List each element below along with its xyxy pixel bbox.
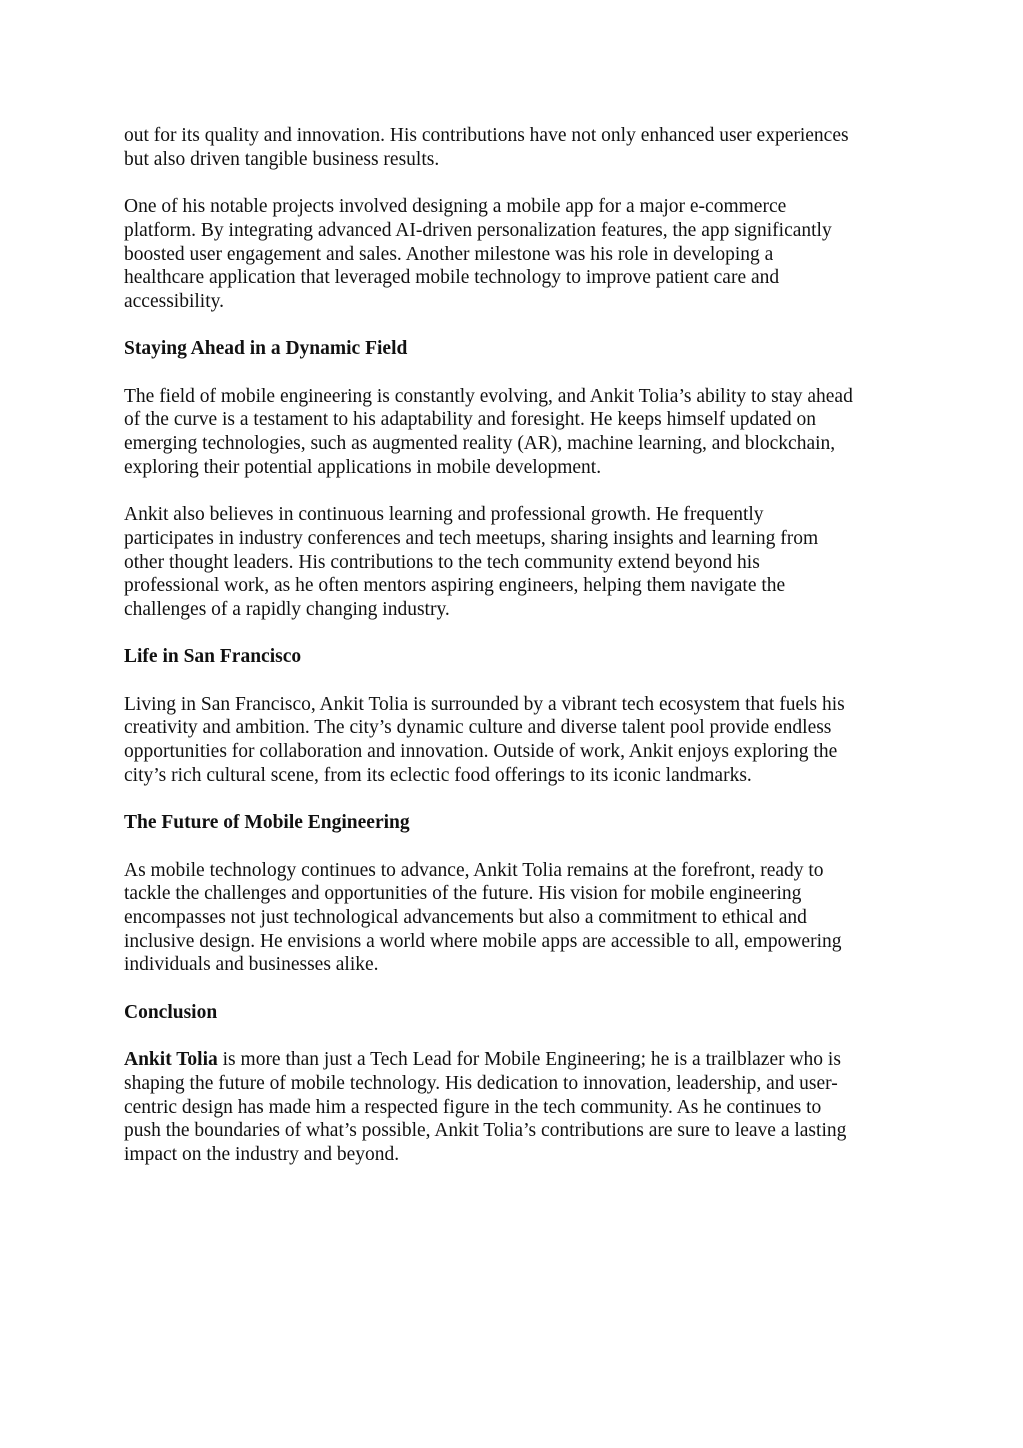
text-line: centric design has made him a respected figure in the tech community. As he continues to <box>124 1096 822 1118</box>
text-line: out for its quality and innovation. His contributions have not only enhanced user experiences <box>124 125 849 146</box>
text-line: opportunities for collaboration and innovation. Outside of work, Ankit enjoys exploring the <box>124 741 838 763</box>
section-heading-staying-ahead: Staying Ahead in a Dynamic Field <box>124 338 408 360</box>
text-line: impact on the industry and beyond. <box>124 1144 400 1166</box>
section-heading-conclusion: Conclusion <box>124 1001 218 1023</box>
text-line: platform. By integrating advanced AI-driven personalization features, the app significantly <box>124 219 832 241</box>
text-line: encompasses not just technological advancements but also a commitment to ethical and <box>124 907 807 929</box>
future-paragraph <box>124 859 902 978</box>
staying-ahead-paragraph-1 <box>124 385 902 480</box>
staying-ahead-paragraph-2 <box>124 503 902 622</box>
text-line: creativity and ambition. The city’s dynamic culture and diverse talent pool provide endless <box>124 717 832 739</box>
text-line: professional work, as he often mentors aspiring engineers, helping them navigate the <box>124 575 786 597</box>
intro-paragraph <box>124 124 902 171</box>
text-line: but also driven tangible business results. <box>124 148 440 170</box>
section-heading-life-in-san-francisco: Life in San Francisco <box>124 646 302 668</box>
text-line: healthcare application that leveraged mobile technology to improve patient care and <box>124 267 780 289</box>
text-line: other thought leaders. His contributions to the tech community extend beyond his <box>124 551 760 573</box>
text-line: Living in San Francisco, Ankit Tolia is surrounded by a vibrant tech ecosystem that fuels his <box>124 693 845 715</box>
text-line: individuals and businesses alike. <box>124 954 379 976</box>
text-line-rest: is more than just a Tech Lead for Mobile Engineering; he is a trailblazer who is <box>217 1049 841 1071</box>
conclusion-paragraph <box>124 1048 902 1167</box>
document-page <box>124 124 902 1190</box>
text-line: The field of mobile engineering is constantly evolving, and Ankit Tolia’s ability to stay ahead <box>124 385 853 407</box>
text-line: participates in industry conferences and tech meetups, sharing insights and learning from <box>124 527 819 549</box>
text-line: inclusive design. He envisions a world where mobile apps are accessible to all, empowering <box>124 930 842 952</box>
text-line: accessibility. <box>124 290 224 312</box>
text-line: emerging technologies, such as augmented reality (AR), machine learning, and blockchain, <box>124 433 836 455</box>
text-line: As mobile technology continues to advance, Ankit Tolia remains at the forefront, ready to <box>124 859 824 881</box>
text-line: city’s rich cultural scene, from its eclectic food offerings to its iconic landmarks. <box>124 764 752 786</box>
section-heading-future: The Future of Mobile Engineering <box>124 812 410 834</box>
text-line: push the boundaries of what’s possible, Ankit Tolia’s contributions are sure to leave a lasting <box>124 1120 847 1142</box>
text-line: One of his notable projects involved designing a mobile app for a major e-commerce <box>124 196 787 218</box>
bold-name: Ankit Tolia <box>124 1049 218 1071</box>
projects-paragraph <box>124 195 902 314</box>
text-line: exploring their potential applications in mobile development. <box>124 456 602 478</box>
text-line <box>124 1049 841 1070</box>
life-paragraph <box>124 693 902 788</box>
text-line: challenges of a rapidly changing industry. <box>124 599 450 620</box>
text-line: tackle the challenges and opportunities of the future. His vision for mobile engineering <box>124 883 802 905</box>
text-line: Ankit also believes in continuous learning and professional growth. He frequently <box>124 504 764 526</box>
text-line: shaping the future of mobile technology. His dedication to innovation, leadership, and user- <box>124 1072 838 1094</box>
text-line: boosted user engagement and sales. Another milestone was his role in developing a <box>124 243 774 265</box>
text-line: of the curve is a testament to his adaptability and foresight. He keeps himself updated on <box>124 409 817 431</box>
